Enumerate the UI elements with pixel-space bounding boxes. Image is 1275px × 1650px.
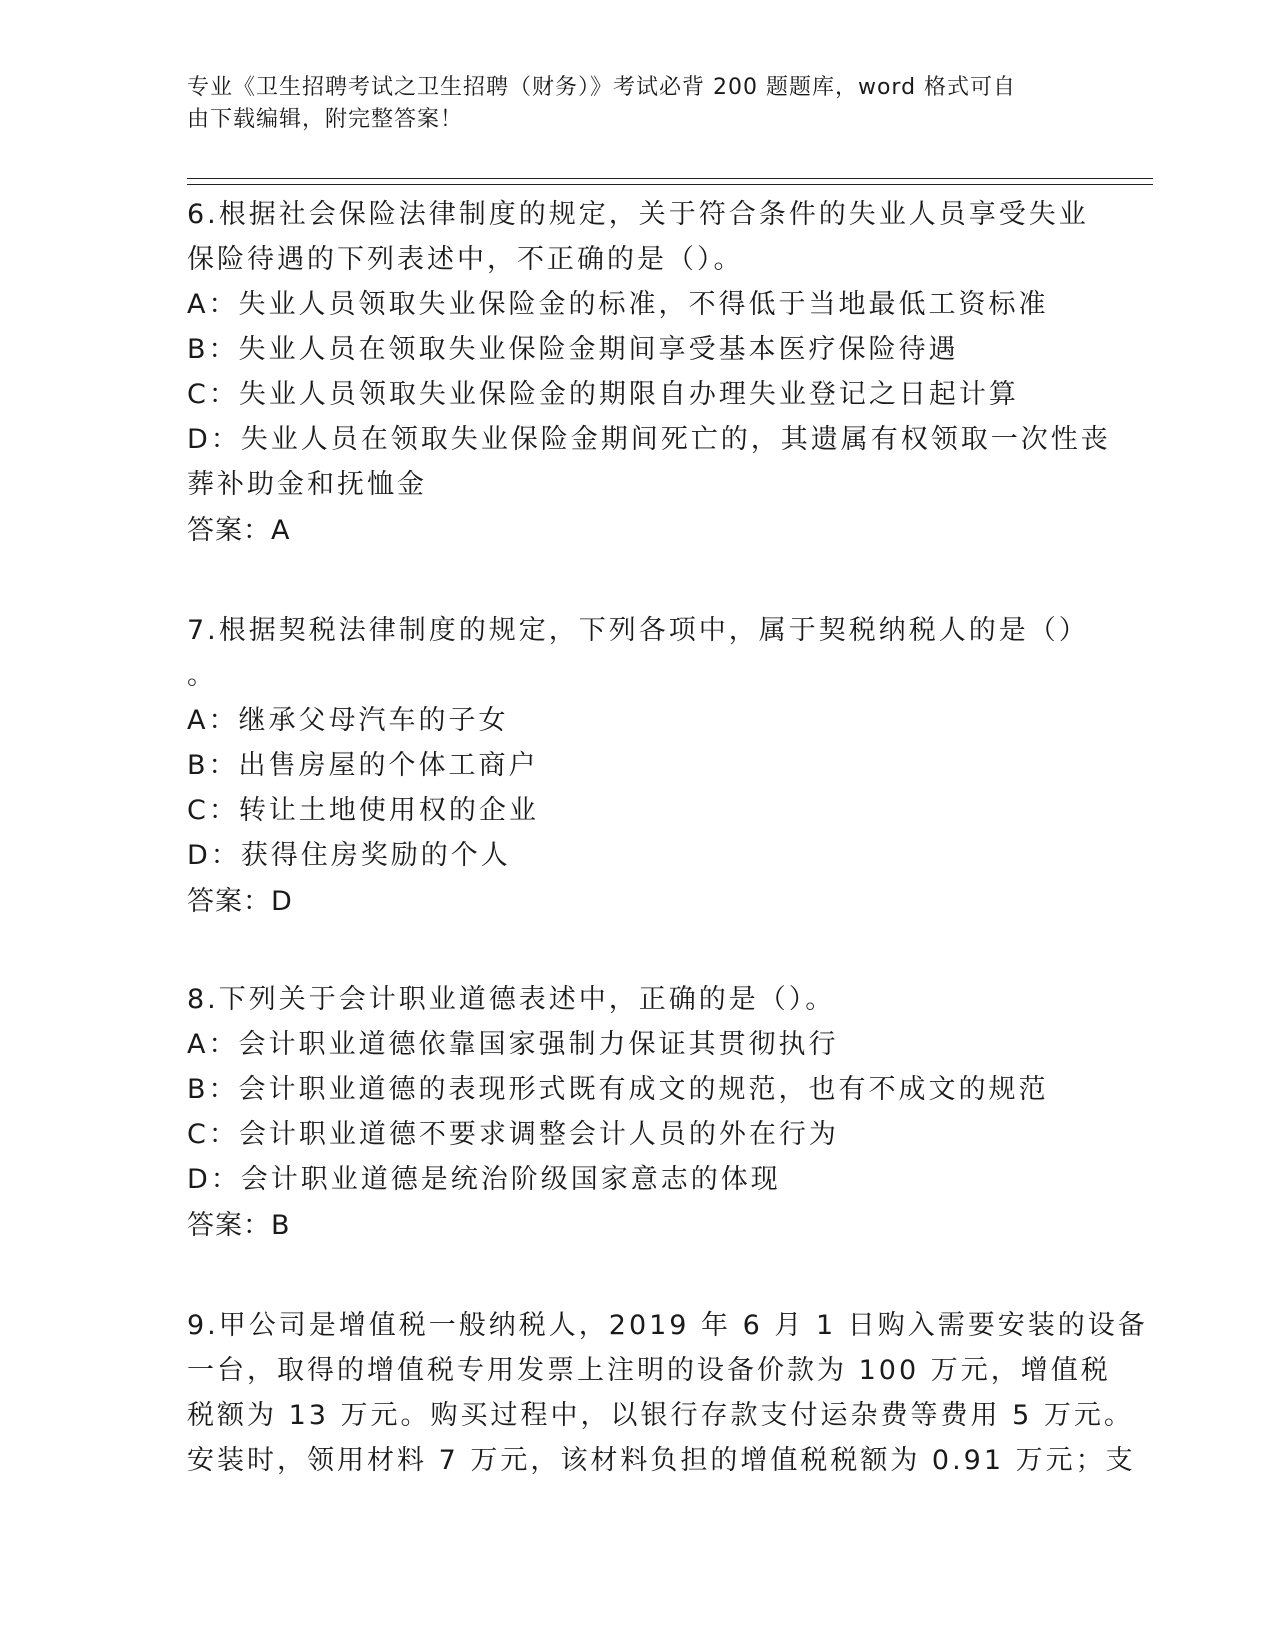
question-stem: 8.下列关于会计职业道德表述中，正确的是（）。 bbox=[187, 984, 836, 1015]
header-divider bbox=[187, 184, 1153, 185]
document-header bbox=[187, 72, 1067, 136]
option-d: D：会计职业道德是统治阶级国家意志的体现 bbox=[187, 1164, 781, 1195]
option-a: A：继承父母汽车的子女 bbox=[187, 705, 509, 736]
question-stem: 9.甲公司是增值税一般纳税人，2019 年 6 月 1 日购入需要安装的设备 bbox=[187, 1310, 1148, 1341]
header-divider bbox=[187, 178, 1153, 179]
option-a: A：失业人员领取失业保险金的标准，不得低于当地最低工资标准 bbox=[187, 289, 1049, 320]
option-c: C：会计职业道德不要求调整会计人员的外在行为 bbox=[187, 1119, 839, 1150]
question-stem: 6.根据社会保险法律制度的规定，关于符合条件的失业人员享受失业 bbox=[187, 199, 1089, 230]
option-b: B：会计职业道德的表现形式既有成文的规范，也有不成文的规范 bbox=[187, 1074, 1049, 1105]
option-d: D：失业人员在领取失业保险金期间死亡的，其遗属有权领取一次性丧 bbox=[187, 424, 1111, 455]
question-block bbox=[187, 192, 1111, 555]
answer: 答案：B bbox=[187, 1210, 291, 1241]
question-stem: 7.根据契税法律制度的规定，下列各项中，属于契税纳税人的是（） bbox=[187, 615, 1089, 646]
header-line: 专业《卫生招聘考试之卫生招聘（财务）》考试必背 200 题题库，word 格式可自 bbox=[187, 75, 1017, 100]
question-stem: 一台，取得的增值税专用发票上注明的设备价款为 100 万元，增值税 bbox=[187, 1355, 1111, 1386]
question-block bbox=[187, 1303, 1148, 1483]
option-c: C：失业人员领取失业保险金的期限自办理失业登记之日起计算 bbox=[187, 379, 1019, 410]
answer: 答案：A bbox=[187, 515, 291, 546]
spacer bbox=[187, 926, 1067, 977]
answer: 答案：D bbox=[187, 886, 293, 917]
spacer bbox=[187, 1250, 1067, 1303]
question-stem: 保险待遇的下列表述中，不正确的是（）。 bbox=[187, 244, 744, 275]
question-block bbox=[187, 977, 1067, 1250]
spacer bbox=[187, 555, 1067, 608]
option-d: D：获得住房奖励的个人 bbox=[187, 840, 511, 871]
question-stem: 安装时，领用材料 7 万元，该材料负担的增值税税额为 0.91 万元；支 bbox=[187, 1445, 1136, 1476]
question-block bbox=[187, 608, 1089, 926]
option-a: A：会计职业道德依靠国家强制力保证其贯彻执行 bbox=[187, 1029, 839, 1060]
question-stem: 。 bbox=[187, 660, 217, 691]
option-d-continued: 葬补助金和抚恤金 bbox=[187, 469, 427, 500]
header-line: 由下载编辑，附完整答案！ bbox=[187, 107, 464, 132]
question-list bbox=[187, 192, 1148, 1483]
option-c: C：转让土地使用权的企业 bbox=[187, 795, 539, 826]
option-b: B：失业人员在领取失业保险金期间享受基本医疗保险待遇 bbox=[187, 334, 959, 365]
question-stem: 税额为 13 万元。购买过程中，以银行存款支付运杂费等费用 5 万元。 bbox=[187, 1400, 1134, 1431]
option-b: B：出售房屋的个体工商户 bbox=[187, 750, 539, 781]
